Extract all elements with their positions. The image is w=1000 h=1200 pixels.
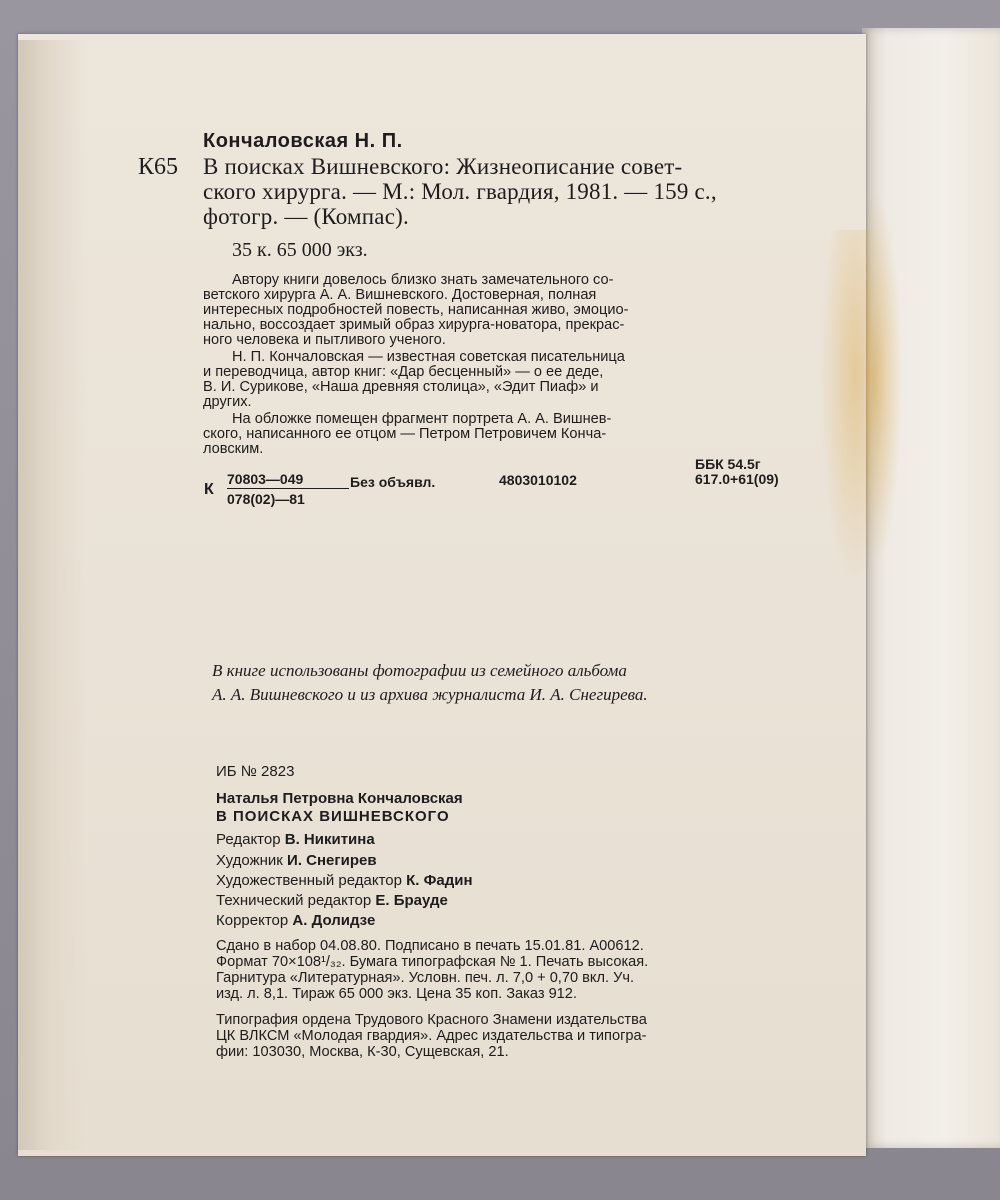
annotation-line: Автору книги довелось близко знать замечательного со- bbox=[232, 272, 614, 288]
bbk-code-line-1: ББК 54.5г bbox=[695, 456, 761, 472]
printer-line: фии: 103030, Москва, К-30, Сущевская, 21. bbox=[216, 1044, 509, 1060]
credit-line-tech-editor bbox=[216, 892, 448, 909]
bbk-code-line-2: 617.0+61(09) bbox=[695, 471, 779, 487]
credit-person: К. Фадин bbox=[406, 872, 473, 889]
credit-role: Художественный редактор bbox=[216, 872, 402, 889]
imprint-author: Наталья Петровна Кончаловская bbox=[216, 790, 463, 807]
annotation-line: других. bbox=[203, 394, 252, 410]
credit-role: Корректор bbox=[216, 912, 289, 929]
tech-line: Гарнитура «Литературная». Условн. печ. л. 7,0 + 0,70 вкл. Уч. bbox=[216, 970, 635, 986]
imprint-title: В ПОИСКАХ ВИШНЕВСКОГО bbox=[216, 808, 450, 825]
credit-person: А. Долидзе bbox=[292, 912, 376, 929]
credit-line-editor bbox=[216, 831, 375, 848]
price-and-run: 35 к. 65 000 экз. bbox=[232, 239, 368, 261]
tech-line: Сдано в набор 04.08.80. Подписано в печать 15.01.81. А00612. bbox=[216, 938, 644, 954]
credit-line-artist bbox=[216, 852, 377, 869]
credit-person: Е. Брауде bbox=[375, 892, 448, 909]
annotation-line: ного человека и пытливого ученого. bbox=[203, 332, 446, 348]
photo-note-line-1: В книге использованы фотографии из семейного альбома bbox=[212, 661, 627, 680]
author-heading: Кончаловская Н. П. bbox=[203, 130, 403, 152]
fraction-divider bbox=[227, 488, 349, 489]
photo-note-line-2: А. А. Вишневского и из архива журналиста И. А. Снегирева. bbox=[212, 685, 648, 704]
annotation-line: интересных подробностей повесть, написанная живо, эмоцио- bbox=[203, 302, 629, 318]
catalog-code: К65 bbox=[138, 154, 179, 180]
annotation-line: нально, воссоздает зримый образ хирурга-новатора, прекрас- bbox=[203, 317, 625, 333]
title-line-3: фотогр. — (Компас). bbox=[203, 204, 409, 229]
annotation-line: ловским. bbox=[203, 441, 264, 457]
bbk-fraction-bottom: 078(02)—81 bbox=[227, 491, 305, 507]
printer-line: Типография ордена Трудового Красного Знамени издательства bbox=[216, 1012, 647, 1028]
annotation-line: и переводчица, автор книг: «Дар бесценный» — о ее деде, bbox=[203, 364, 604, 380]
credit-line-proofreader bbox=[216, 912, 375, 929]
tech-line: Формат 70×108¹/₃₂. Бумага типографская № 1. Печать высокая. bbox=[216, 954, 649, 970]
annotation-line: ского, написанного ее отцом — Петром Петровичем Конча- bbox=[203, 426, 607, 442]
annotation-line: В. И. Сурикове, «Наша древняя столица», «Эдит Пиаф» и bbox=[203, 379, 599, 395]
title-line-1: В поисках Вишневского: Жизнеописание совет- bbox=[203, 154, 683, 179]
credit-person: И. Снегирев bbox=[287, 852, 377, 869]
credit-role: Редактор bbox=[216, 831, 281, 848]
ib-number: ИБ № 2823 bbox=[216, 763, 295, 780]
credit-role: Художник bbox=[216, 852, 283, 869]
title-line-2: ского хирурга. — М.: Мол. гвардия, 1981. — 159 с., bbox=[203, 179, 717, 204]
credit-line-art-editor bbox=[216, 872, 473, 889]
printer-line: ЦК ВЛКСМ «Молодая гвардия». Адрес издательства и типогра- bbox=[216, 1028, 647, 1044]
credit-role: Технический редактор bbox=[216, 892, 372, 909]
no-ad-note: Без объявл. bbox=[350, 474, 436, 490]
index-number: 4803010102 bbox=[499, 472, 577, 488]
annotation-line: На обложке помещен фрагмент портрета А. А. Вишнев- bbox=[232, 411, 612, 427]
tech-line: изд. л. 8,1. Тираж 65 000 экз. Цена 35 коп. Заказ 912. bbox=[216, 986, 577, 1002]
bbk-fraction-top: 70803—049 bbox=[227, 471, 304, 487]
annotation-line: Н. П. Кончаловская — известная советская писательница bbox=[232, 349, 625, 365]
annotation-line: ветского хирурга А. А. Вишневского. Достоверная, полная bbox=[203, 287, 597, 303]
bbk-k-letter: К bbox=[204, 481, 214, 498]
credit-person: В. Никитина bbox=[284, 831, 375, 848]
